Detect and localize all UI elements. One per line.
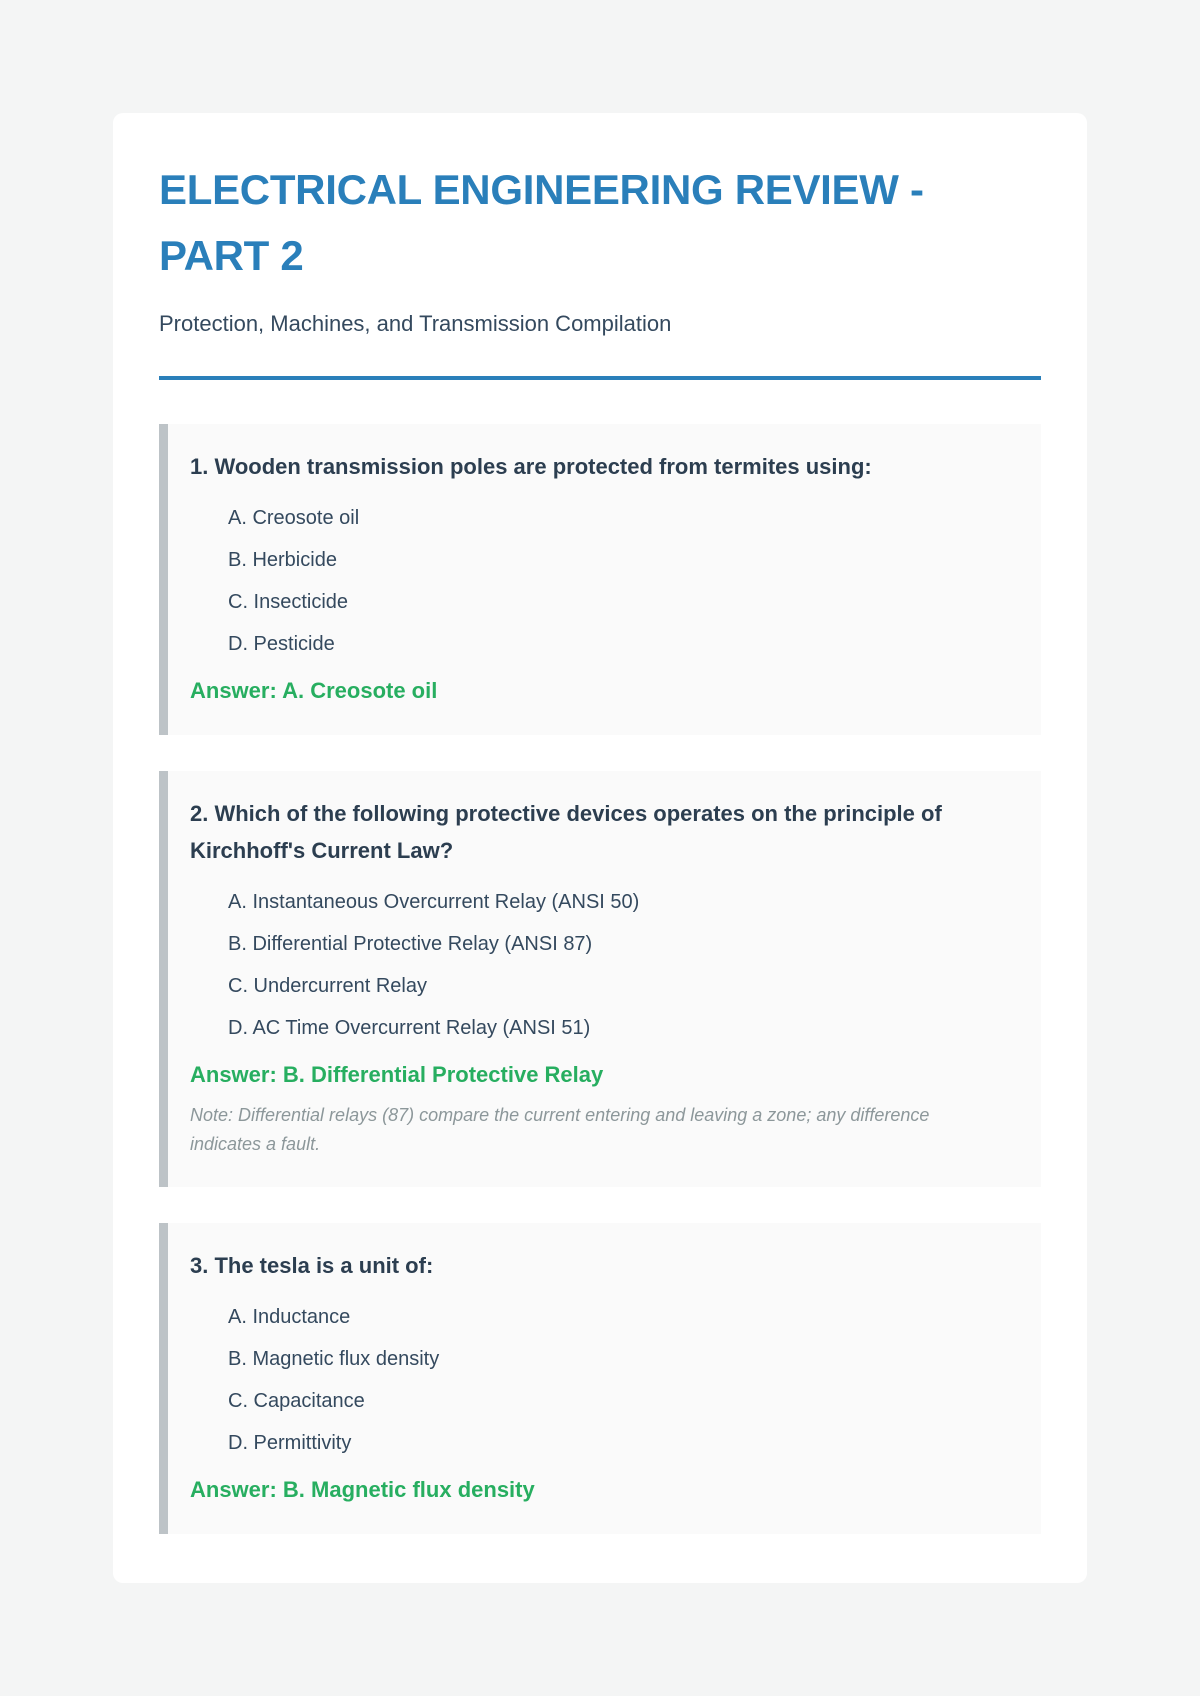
option-item: C. Capacitance (228, 1390, 365, 1412)
option-list (190, 1296, 1019, 1464)
question-text: 3. The tesla is a unit of: (190, 1253, 434, 1278)
document-page (113, 113, 1087, 1583)
question-card-2 (159, 771, 1041, 1187)
answer-note: Note: Differential relays (87) compare the current entering and leaving a zone; any difference indicates a fault. (190, 1105, 930, 1154)
title-divider (159, 376, 1041, 380)
answer-text: Answer: B. Magnetic flux density (190, 1477, 535, 1502)
option-item: B. Herbicide (228, 549, 337, 571)
document-title: ELECTRICAL ENGINEERING REVIEW - PART 2 (159, 166, 924, 279)
option-item: D. Permittivity (228, 1432, 352, 1454)
option-item: A. Inductance (228, 1306, 351, 1328)
option-item: A. Instantaneous Overcurrent Relay (ANSI 50) (228, 891, 640, 913)
question-text: 2. Which of the following protective devices operates on the principle of Kirchhoff's Current Law? (190, 801, 942, 863)
question-list (159, 424, 1041, 1534)
answer-text: Answer: B. Differential Protective Relay (190, 1062, 604, 1087)
option-item: B. Differential Protective Relay (ANSI 87) (228, 933, 593, 955)
answer-text: Answer: A. Creosote oil (190, 678, 438, 703)
question-text: 1. Wooden transmission poles are protected from termites using: (190, 454, 872, 479)
option-item: C. Undercurrent Relay (228, 975, 427, 997)
option-item: C. Insecticide (228, 591, 349, 613)
option-list (190, 497, 1019, 665)
option-list (190, 881, 1019, 1049)
option-item: D. Pesticide (228, 633, 335, 655)
option-item: D. AC Time Overcurrent Relay (ANSI 51) (228, 1017, 591, 1039)
question-card-1 (159, 424, 1041, 735)
question-card-3 (159, 1223, 1041, 1534)
document-subtitle: Protection, Machines, and Transmission Compilation (159, 311, 672, 336)
option-item: B. Magnetic flux density (228, 1348, 440, 1370)
option-item: A. Creosote oil (228, 507, 360, 529)
